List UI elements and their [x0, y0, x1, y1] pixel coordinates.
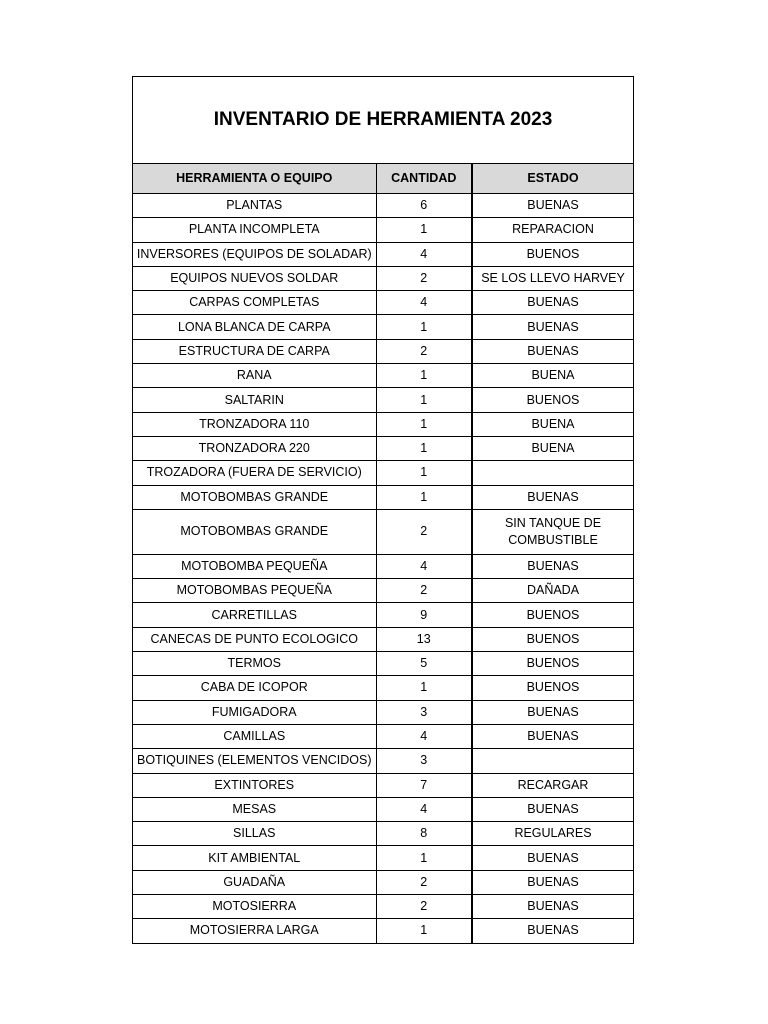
- cell-quantity: 4: [376, 554, 472, 578]
- table-row: [133, 509, 633, 554]
- cell-quantity: 1: [376, 461, 472, 485]
- table-row: [133, 194, 633, 218]
- cell-item: INVERSORES (EQUIPOS DE SOLADAR): [133, 242, 376, 266]
- cell-status: RECARGAR: [472, 773, 633, 797]
- table-row: [133, 315, 633, 339]
- table-row: [133, 554, 633, 578]
- cell-status: BUENAS: [472, 846, 633, 870]
- cell-status: BUENA: [472, 364, 633, 388]
- cell-status: REGULARES: [472, 822, 633, 846]
- cell-item: CARRETILLAS: [133, 603, 376, 627]
- table-row: [133, 266, 633, 290]
- cell-status: BUENAS: [472, 554, 633, 578]
- table-row: [133, 870, 633, 894]
- cell-item: SILLAS: [133, 822, 376, 846]
- column-header-status: ESTADO: [472, 164, 633, 194]
- cell-quantity: 1: [376, 676, 472, 700]
- cell-status: BUENAS: [472, 724, 633, 748]
- table-row: [133, 579, 633, 603]
- table-row: [133, 436, 633, 460]
- cell-quantity: 3: [376, 700, 472, 724]
- cell-quantity: 1: [376, 846, 472, 870]
- column-header-quantity: CANTIDAD: [376, 164, 472, 194]
- cell-quantity: 4: [376, 724, 472, 748]
- table-row: [133, 822, 633, 846]
- cell-item: MOTOBOMBAS PEQUEÑA: [133, 579, 376, 603]
- cell-status: BUENOS: [472, 603, 633, 627]
- cell-quantity: 2: [376, 870, 472, 894]
- cell-item: SALTARIN: [133, 388, 376, 412]
- cell-item: KIT AMBIENTAL: [133, 846, 376, 870]
- table-row: [133, 412, 633, 436]
- cell-item: RANA: [133, 364, 376, 388]
- cell-item: ESTRUCTURA DE CARPA: [133, 339, 376, 363]
- cell-quantity: 1: [376, 485, 472, 509]
- cell-status: BUENA: [472, 436, 633, 460]
- cell-status: [472, 749, 633, 773]
- cell-status: DAÑADA: [472, 579, 633, 603]
- cell-item: TRONZADORA 220: [133, 436, 376, 460]
- cell-quantity: 2: [376, 579, 472, 603]
- cell-status: BUENAS: [472, 315, 633, 339]
- cell-status: BUENAS: [472, 797, 633, 821]
- cell-quantity: 1: [376, 919, 472, 943]
- cell-status: BUENAS: [472, 485, 633, 509]
- table-row: [133, 242, 633, 266]
- cell-quantity: 2: [376, 339, 472, 363]
- cell-quantity: 8: [376, 822, 472, 846]
- cell-status: SIN TANQUE DE COMBUSTIBLE: [472, 509, 633, 554]
- inventory-sheet: [132, 76, 634, 944]
- cell-item: FUMIGADORA: [133, 700, 376, 724]
- cell-status: BUENAS: [472, 339, 633, 363]
- cell-item: CAMILLAS: [133, 724, 376, 748]
- cell-item: LONA BLANCA DE CARPA: [133, 315, 376, 339]
- table-row: [133, 291, 633, 315]
- cell-status: SE LOS LLEVO HARVEY: [472, 266, 633, 290]
- cell-status: BUENAS: [472, 291, 633, 315]
- table-row: [133, 388, 633, 412]
- table-row: [133, 603, 633, 627]
- table-row: [133, 461, 633, 485]
- cell-status: BUENOS: [472, 676, 633, 700]
- cell-item: EQUIPOS NUEVOS SOLDAR: [133, 266, 376, 290]
- cell-item: EXTINTORES: [133, 773, 376, 797]
- cell-item: TERMOS: [133, 652, 376, 676]
- table-row: [133, 485, 633, 509]
- cell-status: BUENAS: [472, 870, 633, 894]
- table-row: [133, 919, 633, 943]
- cell-quantity: 2: [376, 266, 472, 290]
- cell-quantity: 13: [376, 627, 472, 651]
- cell-item: CANECAS DE PUNTO ECOLOGICO: [133, 627, 376, 651]
- cell-status: BUENAS: [472, 194, 633, 218]
- cell-quantity: 5: [376, 652, 472, 676]
- table-row: [133, 797, 633, 821]
- table-row: [133, 773, 633, 797]
- cell-quantity: 1: [376, 388, 472, 412]
- cell-quantity: 1: [376, 412, 472, 436]
- cell-status: [472, 461, 633, 485]
- cell-quantity: 4: [376, 797, 472, 821]
- cell-quantity: 1: [376, 315, 472, 339]
- cell-quantity: 7: [376, 773, 472, 797]
- cell-quantity: 9: [376, 603, 472, 627]
- table-row: [133, 749, 633, 773]
- cell-quantity: 1: [376, 218, 472, 242]
- table-row: [133, 724, 633, 748]
- cell-item: MOTOBOMBAS GRANDE: [133, 509, 376, 554]
- cell-status: BUENOS: [472, 627, 633, 651]
- inventory-table: [133, 164, 633, 943]
- cell-item: MOTOSIERRA LARGA: [133, 919, 376, 943]
- cell-status: BUENAS: [472, 919, 633, 943]
- cell-status: REPARACION: [472, 218, 633, 242]
- table-row: [133, 627, 633, 651]
- cell-item: PLANTA INCOMPLETA: [133, 218, 376, 242]
- cell-item: TROZADORA (FUERA DE SERVICIO): [133, 461, 376, 485]
- column-header-item: HERRAMIENTA O EQUIPO: [133, 164, 376, 194]
- cell-item: MOTOSIERRA: [133, 895, 376, 919]
- table-row: [133, 364, 633, 388]
- title-box: [133, 77, 633, 164]
- cell-item: MOTOBOMBA PEQUEÑA: [133, 554, 376, 578]
- table-row: [133, 652, 633, 676]
- cell-item: MOTOBOMBAS GRANDE: [133, 485, 376, 509]
- cell-item: BOTIQUINES (ELEMENTOS VENCIDOS): [133, 749, 376, 773]
- cell-status: BUENAS: [472, 700, 633, 724]
- cell-item: TRONZADORA 110: [133, 412, 376, 436]
- table-row: [133, 676, 633, 700]
- cell-status: BUENOS: [472, 652, 633, 676]
- table-row: [133, 218, 633, 242]
- page-title: INVENTARIO DE HERRAMIENTA 2023: [213, 109, 553, 130]
- table-row: [133, 895, 633, 919]
- cell-item: CABA DE ICOPOR: [133, 676, 376, 700]
- cell-item: CARPAS COMPLETAS: [133, 291, 376, 315]
- cell-quantity: 3: [376, 749, 472, 773]
- cell-quantity: 1: [376, 364, 472, 388]
- cell-quantity: 4: [376, 291, 472, 315]
- cell-item: PLANTAS: [133, 194, 376, 218]
- cell-status: BUENA: [472, 412, 633, 436]
- cell-quantity: 4: [376, 242, 472, 266]
- cell-item: GUADAÑA: [133, 870, 376, 894]
- cell-status: BUENOS: [472, 242, 633, 266]
- cell-status: BUENAS: [472, 895, 633, 919]
- cell-item: MESAS: [133, 797, 376, 821]
- table-row: [133, 700, 633, 724]
- cell-quantity: 1: [376, 436, 472, 460]
- cell-quantity: 6: [376, 194, 472, 218]
- header-row: [133, 164, 633, 194]
- table-row: [133, 846, 633, 870]
- cell-quantity: 2: [376, 895, 472, 919]
- cell-quantity: 2: [376, 509, 472, 554]
- cell-status: BUENOS: [472, 388, 633, 412]
- table-row: [133, 339, 633, 363]
